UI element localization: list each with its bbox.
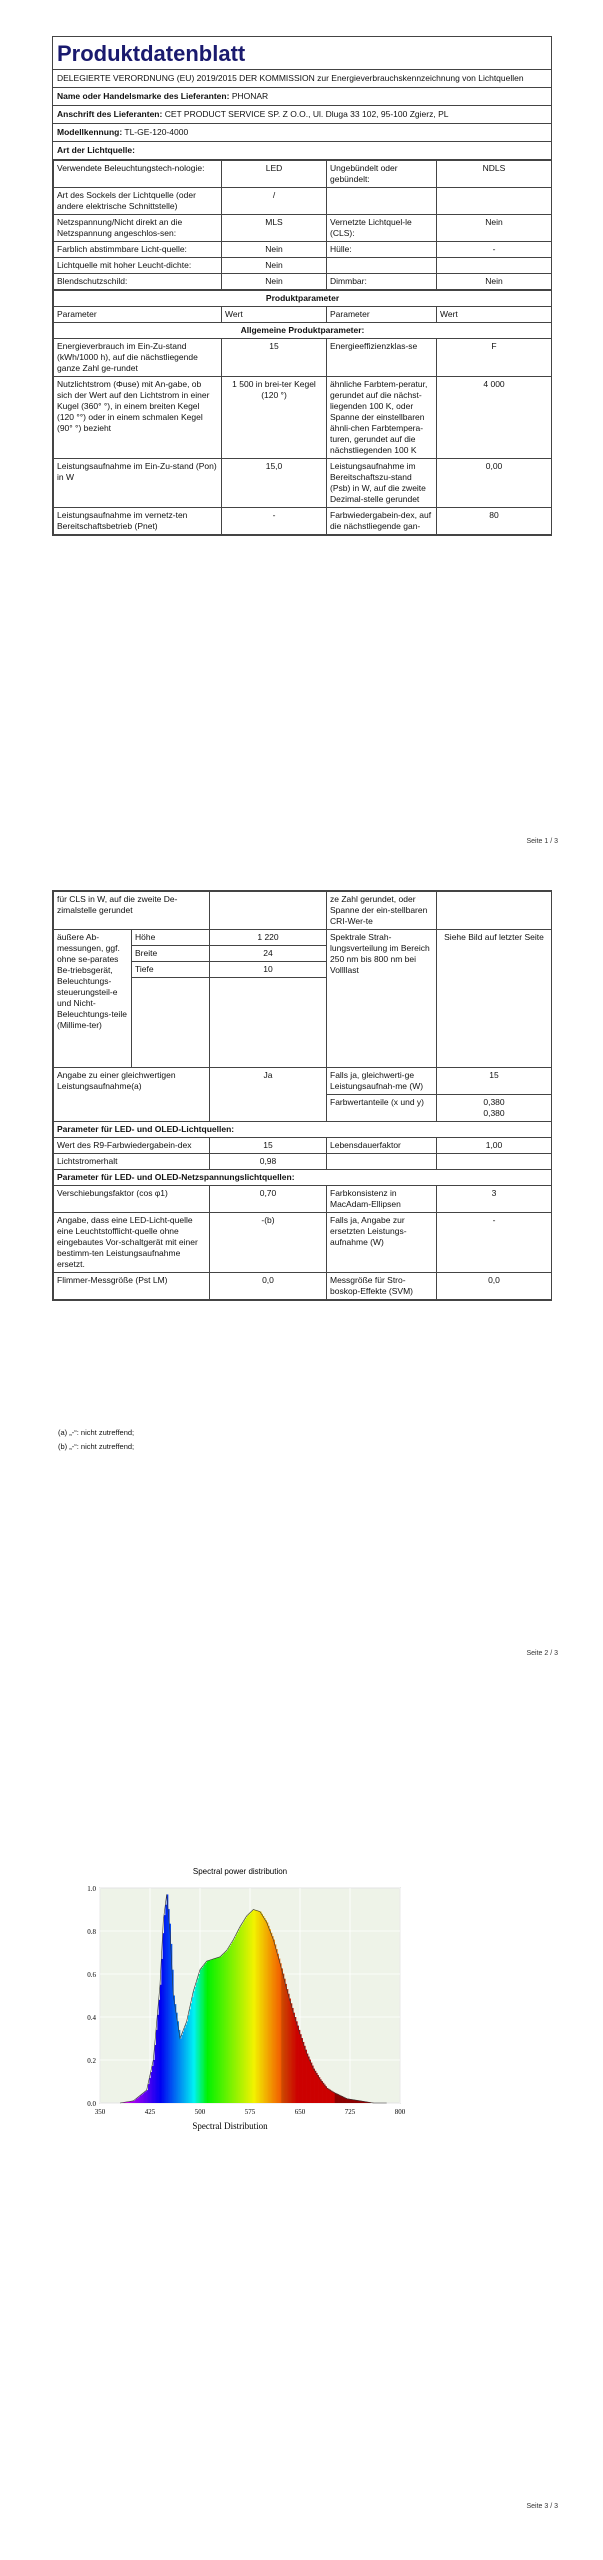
cont-row-value-2	[437, 892, 552, 930]
spectral-label: Spektrale Strah-lungsverteilung im Bereich 250 nm bis 800 nm bei Vollllast	[327, 930, 437, 1068]
light-type-value: NDLS	[437, 161, 552, 188]
light-type-value: LED	[222, 161, 327, 188]
general-params-title: Allgemeine Produktparameter:	[54, 323, 552, 339]
params-table-page-1	[53, 290, 552, 535]
x-tick-label: 575	[244, 2108, 256, 2116]
param-row	[54, 377, 552, 459]
light-type-row	[54, 274, 552, 290]
params-section-title: Produktparameter	[54, 291, 552, 307]
page-1	[0, 0, 603, 855]
supplier-name-row	[53, 88, 551, 106]
light-type-label: Netzspannung/Nicht direkt an die Netzspannung angeschlos-sen:	[54, 215, 222, 242]
y-tick-label: 0.0	[87, 2100, 96, 2108]
flicker-label: Flimmer-Messgröße (Pst LM)	[54, 1273, 210, 1300]
dims-spacer-value	[210, 978, 327, 1068]
svm-label: Messgröße für Stro-boskop-Effekte (SVM)	[327, 1273, 437, 1300]
light-type-heading: Art der Lichtquelle:	[53, 142, 551, 160]
y-tick-label: 0.8	[87, 1928, 96, 1936]
chart-title: Spectral power distribution	[192, 1867, 288, 1876]
svm-value: 0,0	[437, 1273, 552, 1300]
dimensions-label: äußere Ab-messungen, ggf. ohne se-parates Be-triebsgerät, Beleuchtungs-steuerungsteil-e und Nicht-Beleuchtungs-teile (Millime-ter)	[54, 930, 132, 1068]
x-tick-label: 425	[144, 2108, 156, 2116]
light-type-label	[327, 258, 437, 274]
light-type-label	[327, 188, 437, 215]
x-tick-label: 650	[294, 2108, 306, 2116]
light-type-value	[437, 188, 552, 215]
supplier-address: CET PRODUCT SERVICE SP. Z O.O., Ul. Dluga 33 102, 95-100 Zgierz, PL	[164, 109, 449, 119]
x-tick-label: 800	[394, 2108, 406, 2116]
supplier-address-row	[53, 106, 551, 124]
param-label: Energieverbrauch im Ein-Zu-stand (kWh/1000 h), auf die nächstliegende ganze Zahl ge-rundet	[54, 339, 222, 377]
replace-value: -(b)	[210, 1213, 327, 1273]
col-header-value: Wert	[222, 307, 327, 323]
width-label: Breite	[132, 946, 210, 962]
spectral-chart-svg	[60, 1860, 420, 2140]
maint-empty	[327, 1154, 437, 1170]
chroma-y: 0,380	[483, 1108, 505, 1118]
maint-empty-value	[437, 1154, 552, 1170]
chroma-x: 0,380	[483, 1097, 505, 1107]
light-type-value: Nein	[222, 274, 327, 290]
macadam-label: Farbkonsistenz in MacAdam-Ellipsen	[327, 1186, 437, 1213]
light-type-value: Nein	[222, 242, 327, 258]
y-tick-label: 0.2	[87, 2057, 96, 2065]
model-id: TL-GE-120-4000	[124, 127, 189, 137]
light-type-value: MLS	[222, 215, 327, 242]
param-value: 1 500 in brei-ter Kegel (120 °)	[222, 377, 327, 459]
led-params-title: Parameter für LED- und OLED-Lichtquellen:	[54, 1122, 552, 1138]
col-header-value-2: Wert	[437, 307, 552, 323]
page-number-1: Seite 1 / 3	[526, 838, 558, 845]
chroma-label: Farbwertanteile (x und y)	[327, 1095, 437, 1122]
x-tick-label: 350	[94, 2108, 106, 2116]
light-type-label: Dimmbar:	[327, 274, 437, 290]
pf-value: 0,70	[210, 1186, 327, 1213]
y-tick-label: 0.4	[87, 2014, 96, 2022]
cont-row-label: für CLS in W, auf die zweite De-zimalstelle gerundet	[54, 892, 210, 930]
param-label: Energieeffizienzklas-se	[327, 339, 437, 377]
param-label: Leistungsaufnahme im Bereitschaftszu-stand (Psb) in W, auf die zweite Dezimal-stelle gerundet	[327, 459, 437, 508]
param-value: -	[222, 508, 327, 535]
pf-label: Verschiebungsfaktor (cos φ1)	[54, 1186, 210, 1213]
param-label: Nutzlichtstrom (Φuse) mit An-gabe, ob sich der Wert auf den Lichtstrom in einer Kugel (360° °), in einem breiten Kegel (120 °°) oder in einem schmalen Kegel (90° °) bezieht	[54, 377, 222, 459]
equiv-power-label: Falls ja, gleichwerti-ge Leistungsaufnah-me (W)	[327, 1068, 437, 1095]
light-type-label: Hülle:	[327, 242, 437, 258]
light-type-label: Art des Sockels der Lichtquelle (oder andere elektrische Schnittstelle)	[54, 188, 222, 215]
spectral-value: Siehe Bild auf letzter Seite	[437, 930, 552, 1068]
light-type-value: Nein	[437, 274, 552, 290]
depth-label: Tiefe	[132, 962, 210, 978]
model-row	[53, 124, 551, 142]
param-value: 4 000	[437, 377, 552, 459]
r9-label: Wert des R9-Farbwiedergabein-dex	[54, 1138, 210, 1154]
param-value: 15,0	[222, 459, 327, 508]
param-label: ähnliche Farbtem-peratur, gerundet auf die nächst-liegenden 100 K, oder Spanne der einstellbaren ähnli-chen Farbtempera-turen, gerundet auf die nächstliegenden 100 K	[327, 377, 437, 459]
macadam-value: 3	[437, 1186, 552, 1213]
light-type-value: /	[222, 188, 327, 215]
footnote-b: (b) „-“: nicht zutreffend;	[58, 1442, 135, 1451]
param-row	[54, 339, 552, 377]
spectral-chart	[60, 1860, 420, 2140]
replace-power-value: -	[437, 1213, 552, 1273]
x-tick-label: 500	[194, 2108, 206, 2116]
equiv-label: Angabe zu einer gleichwertigen Leistungsaufnahme(a)	[54, 1068, 210, 1122]
supplier-name-label: Name oder Handelsmarke des Lieferanten:	[57, 91, 230, 101]
maint-value: 0,98	[210, 1154, 327, 1170]
light-type-row	[54, 258, 552, 274]
page-number-3: Seite 3 / 3	[526, 2503, 558, 2510]
datasheet-frame-page-2	[52, 890, 552, 1301]
light-type-value: Nein	[437, 215, 552, 242]
chroma-values	[437, 1095, 552, 1122]
supplier-address-label: Anschrift des Lieferanten:	[57, 109, 163, 119]
light-type-label: Lichtquelle mit hoher Leucht-dichte:	[54, 258, 222, 274]
equiv-value: Ja	[210, 1068, 327, 1122]
equiv-power-value: 15	[437, 1068, 552, 1095]
flicker-value: 0,0	[210, 1273, 327, 1300]
maint-label: Lichtstromerhalt	[54, 1154, 210, 1170]
cont-row-value	[210, 892, 327, 930]
x-axis-label: Spectral Distribution	[192, 2121, 268, 2131]
width-value: 24	[210, 946, 327, 962]
light-type-table	[53, 160, 552, 290]
param-row	[54, 459, 552, 508]
param-value: 80	[437, 508, 552, 535]
col-header-parameter: Parameter	[54, 307, 222, 323]
light-type-label: Vernetzte Lichtquel-le (CLS):	[327, 215, 437, 242]
life-value: 1,00	[437, 1138, 552, 1154]
supplier-name: PHONAR	[231, 91, 269, 101]
light-type-row	[54, 161, 552, 188]
col-header-parameter-2: Parameter	[327, 307, 437, 323]
doc-title: Produktdatenblatt	[53, 37, 551, 70]
param-value: 15	[222, 339, 327, 377]
life-label: Lebensdauerfaktor	[327, 1138, 437, 1154]
x-tick-label: 725	[344, 2108, 356, 2116]
y-tick-label: 0.6	[87, 1971, 96, 1979]
light-type-label: Blendschutzschild:	[54, 274, 222, 290]
light-type-value: Nein	[222, 258, 327, 274]
light-type-row	[54, 188, 552, 215]
params-table-page-2	[53, 891, 552, 1300]
light-type-value	[437, 258, 552, 274]
replace-label: Angabe, dass eine LED-Licht-quelle eine Leuchtstofflicht-quelle ohne eingebautes Vor-schaltgerät mit einer bestimm-ten Leistungsaufnahme ersetzt.	[54, 1213, 210, 1273]
light-type-value: -	[437, 242, 552, 258]
light-type-label: Ungebündelt oder gebündelt:	[327, 161, 437, 188]
mains-params-title: Parameter für LED- und OLED-Netzspannungslichtquellen:	[54, 1170, 552, 1186]
param-label: Leistungsaufnahme im Ein-Zu-stand (Pon) in W	[54, 459, 222, 508]
depth-value: 10	[210, 962, 327, 978]
datasheet-frame-page-1	[52, 36, 552, 536]
page-2	[0, 855, 603, 1710]
y-tick-label: 1.0	[87, 1885, 96, 1893]
param-label: Farbwiedergabein-dex, auf die nächstliegende gan-	[327, 508, 437, 535]
param-label: Leistungsaufnahme im vernetz-ten Bereitschaftsbetrieb (Pnet)	[54, 508, 222, 535]
light-type-row	[54, 242, 552, 258]
r9-value: 15	[210, 1138, 327, 1154]
model-label: Modellkennung:	[57, 127, 123, 137]
param-value: 0,00	[437, 459, 552, 508]
height-label: Höhe	[132, 930, 210, 946]
light-type-row	[54, 215, 552, 242]
page-number-2: Seite 2 / 3	[526, 1650, 558, 1657]
regulation-text: DELEGIERTE VERORDNUNG (EU) 2019/2015 DER KOMMISSION zur Energieverbrauchskennzeichnung von Lichtquellen	[53, 70, 551, 88]
light-type-label: Farblich abstimmbare Licht-quelle:	[54, 242, 222, 258]
footnote-a: (a) „-“: nicht zutreffend;	[58, 1428, 135, 1437]
param-row	[54, 508, 552, 535]
replace-power-label: Falls ja, Angabe zur ersetzten Leistungs-aufnahme (W)	[327, 1213, 437, 1273]
cont-row-label-2: ze Zahl gerundet, oder Spanne der ein-stellbaren CRI-Wer-te	[327, 892, 437, 930]
param-value: F	[437, 339, 552, 377]
height-value: 1 220	[210, 930, 327, 946]
dims-spacer	[132, 978, 210, 1068]
light-type-label: Verwendete Beleuchtungstech-nologie:	[54, 161, 222, 188]
